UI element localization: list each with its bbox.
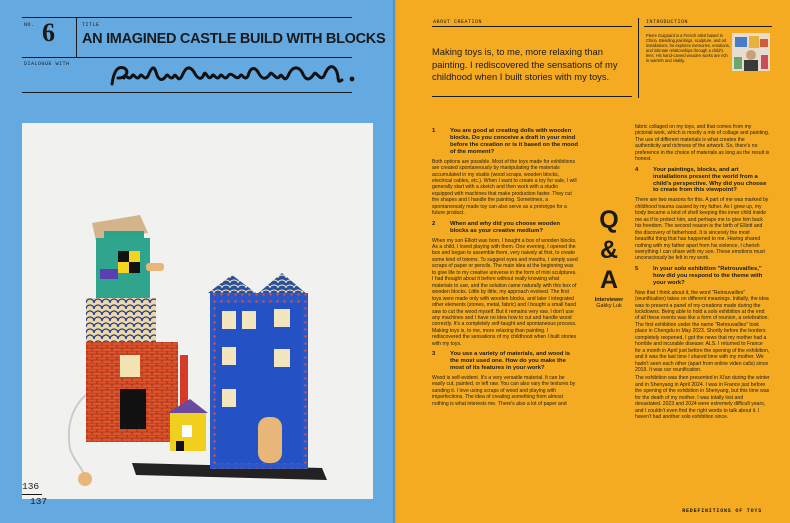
page-number-rule	[22, 494, 42, 495]
question-text: In your solo exhibition "Retrouvailles," how did you respond to the theme with your work?	[653, 265, 763, 286]
answer-paragraph: Now that I think about it, the word "Retrouvailles" (reunification) takes on different meanings. Initially, the idea was to present a panel of my creations made during the lockdowns. Being able to hold a solo exhibition at the end of all these events was like a form of reunion, a celebration. The first exhibition under the name "Retrouvailles" took place in Chengdu in May 2023. Shortly before the borders completely reopened, I got the news that my mother had a horrible and incurable disease: ALS. I returned to France for a month in April just before the opening of the exhibition, and it was the last time I shared time with my mother. We hadn't seen each other (apart from online video calls) since 2019. It was our reunification.	[635, 289, 770, 374]
page-number-136: 136	[22, 481, 40, 492]
question-block	[432, 351, 578, 372]
article-column-1	[432, 124, 578, 409]
intro-top-rule	[644, 26, 772, 27]
header-divider	[76, 17, 77, 58]
title-label: TITLE	[82, 22, 100, 28]
qa-letter-a: A	[599, 266, 619, 294]
about-bottom-rule	[432, 96, 632, 97]
question-number: 1	[432, 128, 436, 134]
question-number: 3	[432, 351, 436, 358]
header-top-rule	[22, 17, 352, 18]
intro-label: INTRODUCTION	[646, 19, 689, 25]
question-block	[635, 266, 770, 287]
question-block	[635, 167, 770, 195]
page-gutter	[393, 0, 397, 523]
answer-paragraph: When my son Elliott was born, I bought a box of wooden blocks. As a child, I loved playing with them. One evening, I opened the box and began to assemble them, very naively at first, to create some kind of totems. To suggest eyes and mouths, I simply used scraps of paper or pencils. The main idea at the beginning was to give life to my creative universe in the form of mini sculptures. I had thought about it before without really knowing what materials to use, and the solution came naturally with this box of wooden blocks. Little by little, my approach evolved. The first toys were made only with wooden blocks, and later I integrated other elements (stones, metal, fabric) and I bought a small hand saw to cut the wood myself. But it remains very raw. I don't use any machines and I have no idea how to cut and handle wood correctly. It's a completely self-taught and spontaneous process. Making toys is, to me, more relaxing than painting. I rediscovered the sensations of my childhood when I built stories with my toys.	[432, 237, 578, 347]
toy-castle-photo	[22, 123, 373, 499]
answer-paragraph: The exhibition was then presented in Xi'an during the winter and in Shenyang in April 2024. I was in France just before the opening of the exhibition in Shenyang, but this time was for the death of my mother. I was totally lost and devastated. 2023 and 2024 were extremely difficult years, and I couldn't even find the right words to talk about it. I haven't had another solo exhibition since.	[635, 375, 770, 421]
qa-letter-q: Q	[599, 206, 619, 234]
qa-letter-amp: &	[599, 236, 619, 264]
pull-quote: Making toys is, to me, more relaxing than painting. I rediscovered the sensations of my childhood when I built stories with my toys.	[432, 46, 618, 83]
issue-number: 6	[42, 18, 55, 47]
question-block	[432, 128, 578, 156]
question-text: You are good at creating dolls with wooden blocks. Do you conceive a draft in your mind before the creation or is it based on the mood of the moment?	[450, 128, 578, 155]
interviewer-name: Gakky Luk	[596, 303, 622, 309]
about-top-rule	[432, 26, 632, 27]
question-text: When and why did you choose wooden blocks as your creative medium?	[450, 220, 560, 234]
article-title: AN IMAGINED CASTLE BUILD WITH BLOCKS	[82, 31, 386, 47]
question-block	[432, 221, 578, 235]
about-label: ABOUT CREATION	[433, 19, 483, 25]
question-text: You use a variety of materials, and wood is the most used one. How do you make the most of its features in your work?	[450, 351, 571, 372]
no-label: NO.	[24, 22, 35, 28]
question-text: Your paintings, blocks, and art installations present the world from a child's perspective. Why did you choose to create from this viewpoint?	[653, 166, 767, 194]
article-column-2	[635, 124, 770, 423]
answer-paragraph: Wood is self-evident. It's a very versatile material. It can be easily cut, painted, or left raw. You can also vary the textures by sanding it. I love using scraps of wood and playing with imperfections. The idea of creating something from almost nothing is what interests me. There's also a lot of paper and	[432, 374, 576, 407]
artist-photo	[732, 33, 770, 71]
question-number: 5	[635, 265, 639, 272]
artist-signature	[108, 62, 358, 95]
answer-paragraph: Both options are possible. Most of the toys made for exhibitions are created spontaneously by manipulating the materials accumulated in my studio (wood scraps, wooden blocks, electrical cables, etc.). When I want to create a toy for sale, I will generally start with a sketch and then work with a studio equipped with machines that make production faster. They cut the shapes and I handle the painting. Sometimes, a spontaneously made toy can also serve as a prototype for a future product.	[432, 158, 577, 217]
interviewer-label: Interviewer	[594, 297, 624, 303]
intro-text: Pierre Guignard is a French artist based in China. Blending paintings, sculpture, and art installations, he explores memories, emotions, and intimate relationships through a child's lens. His hand-carved wooden works are rich in warmth and vitality.	[646, 33, 730, 63]
qa-badge	[588, 205, 630, 309]
answer-paragraph: There are two reasons for this. A part of me was marked by childhood trauma caused by my father. As I grew up, my body became a kind of shell keeping this inner child inside me as if to protect him, and perhaps me to give him back his freedom. The second reason is the birth of Elliott and the discovery of fatherhood. It is sincerely the most beautiful thing that has happened to me. Having shared nothing with my father apart from his violence, I cherish everything I can share with my son. These emotions must unconsciously be felt in my work.	[635, 197, 769, 262]
answer-paragraph: fabric collaged on my toys, and that comes from my pictorial work, which is mostly a mix of collage and painting. The use of different materials is what creates the authenticity and richness of the artwork. So, there's no preference in the choice of materials as long as the result is honest.	[635, 124, 770, 163]
section-footer: REDEFINITIONS OF TOYS	[682, 508, 762, 514]
question-number: 4	[635, 166, 639, 173]
header-bottom-rule	[22, 92, 352, 93]
dialogue-label: DIALOGUE WITH	[24, 61, 70, 67]
header-mid-rule	[22, 57, 352, 58]
page-number-137: 137	[30, 496, 48, 507]
intro-divider	[638, 18, 639, 98]
question-number: 2	[432, 220, 436, 227]
